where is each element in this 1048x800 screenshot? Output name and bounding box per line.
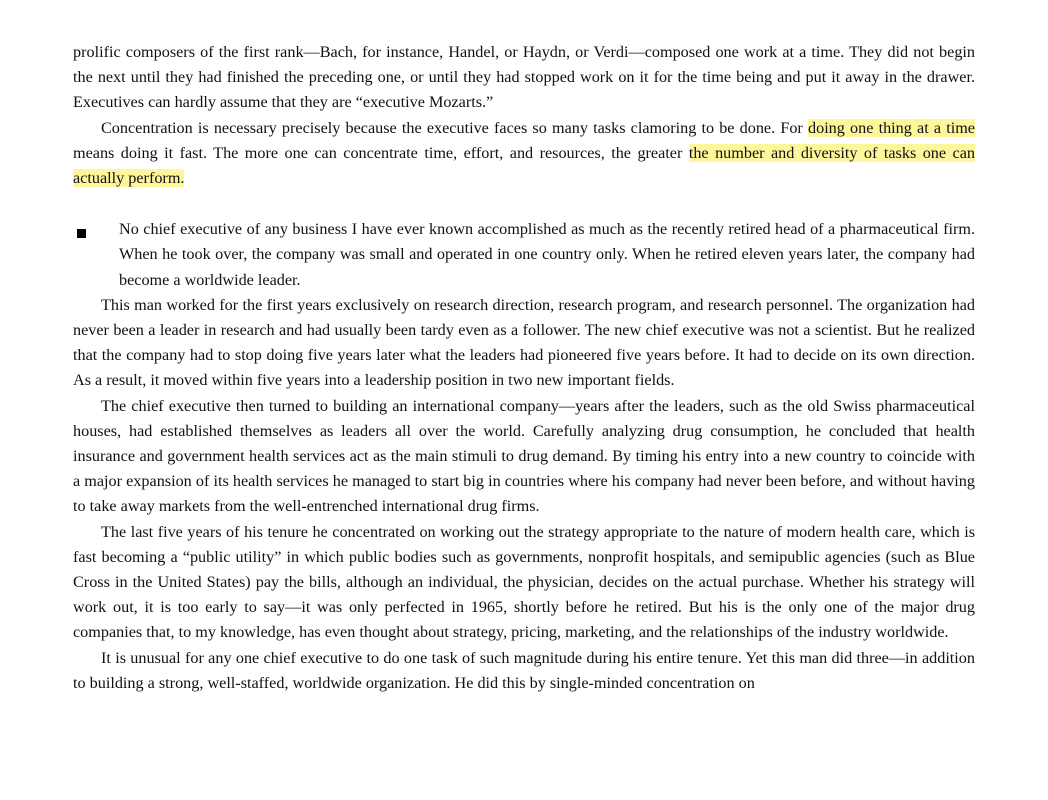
paragraph-unusual: It is unusual for any one chief executive to do one task of such magnitude during his entire tenure. Yet this man did three—in addition to building a strong, well-staffed, worldwide organization. He did this by single-minded concentration on	[73, 648, 975, 692]
text-column	[73, 40, 975, 696]
highlighted-text: the number and diversity of tasks one can actually perform.	[73, 143, 975, 188]
square-bullet-glyph	[77, 229, 86, 238]
paragraph-spacer	[73, 191, 975, 217]
highlighted-text: doing one thing at a time	[808, 118, 975, 137]
paragraph-concentration: Concentration is necessary precisely because the executive faces so many tasks clamoring to be done. For doing one thing at a time means doing it fast. The more one can concentrate time, effort, and resources, the greater the number and diversity of tasks one can actually perform.	[73, 118, 975, 188]
bullet-list-item	[73, 217, 975, 293]
bullet-item-text: No chief executive of any business I have ever known accomplished as much as the recently retired head of a pharmaceutical firm. When he took over, the company was small and operated in one country only. When he retired eleven years later, the company had become a worldwide leader.	[119, 220, 975, 289]
paragraph-international: The chief executive then turned to building an international company—years after the leaders, such as the old Swiss pharmaceutical houses, had established themselves as leaders all over the world. Carefully analyzing drug consumption, he concluded that health insurance and government health services act as the main stimuli to drug demand. By timing his entry into a new country to coincide with a major expansion of its health services he managed to start big in countries where his company had never been before, and without having to take away markets from the well-entrenched international drug firms.	[73, 396, 975, 516]
paragraph-research: This man worked for the first years exclusively on research direction, research program, and research personnel. The organization had never been a leader in research and had usually been tardy even as a follower. The new chief executive was not a scientist. But he realized that the company had to stop doing five years later what the leaders had pioneered five years before. It had to decide on its own direction. As a result, it moved within five years into a leadership position in two new important fields.	[73, 295, 975, 390]
paragraph-composers: prolific composers of the first rank—Bach, for instance, Handel, or Haydn, or Verdi—composed one work at a time. They did not begin the next until they had finished the preceding one, or until they had stopped work on it for the time being and put it away in the drawer. Executives can hardly assume that they are “executive Mozarts.”	[73, 43, 975, 112]
paragraph-strategy: The last five years of his tenure he concentrated on working out the strategy appropriate to the nature of modern health care, which is fast becoming a “public utility” in which public bodies such as governments, nonprofit hospitals, and semipublic agencies (such as Blue Cross in the United States) pay the bills, although an individual, the physician, decides on the actual purchase. Whether his strategy will work out, it is too early to say—it was only perfected in 1965, shortly before he retired. But his is the only one of the major drug companies that, to my knowledge, has even thought about strategy, pricing, marketing, and the relationships of the industry worldwide.	[73, 522, 975, 642]
square-bullet-icon	[73, 217, 119, 243]
